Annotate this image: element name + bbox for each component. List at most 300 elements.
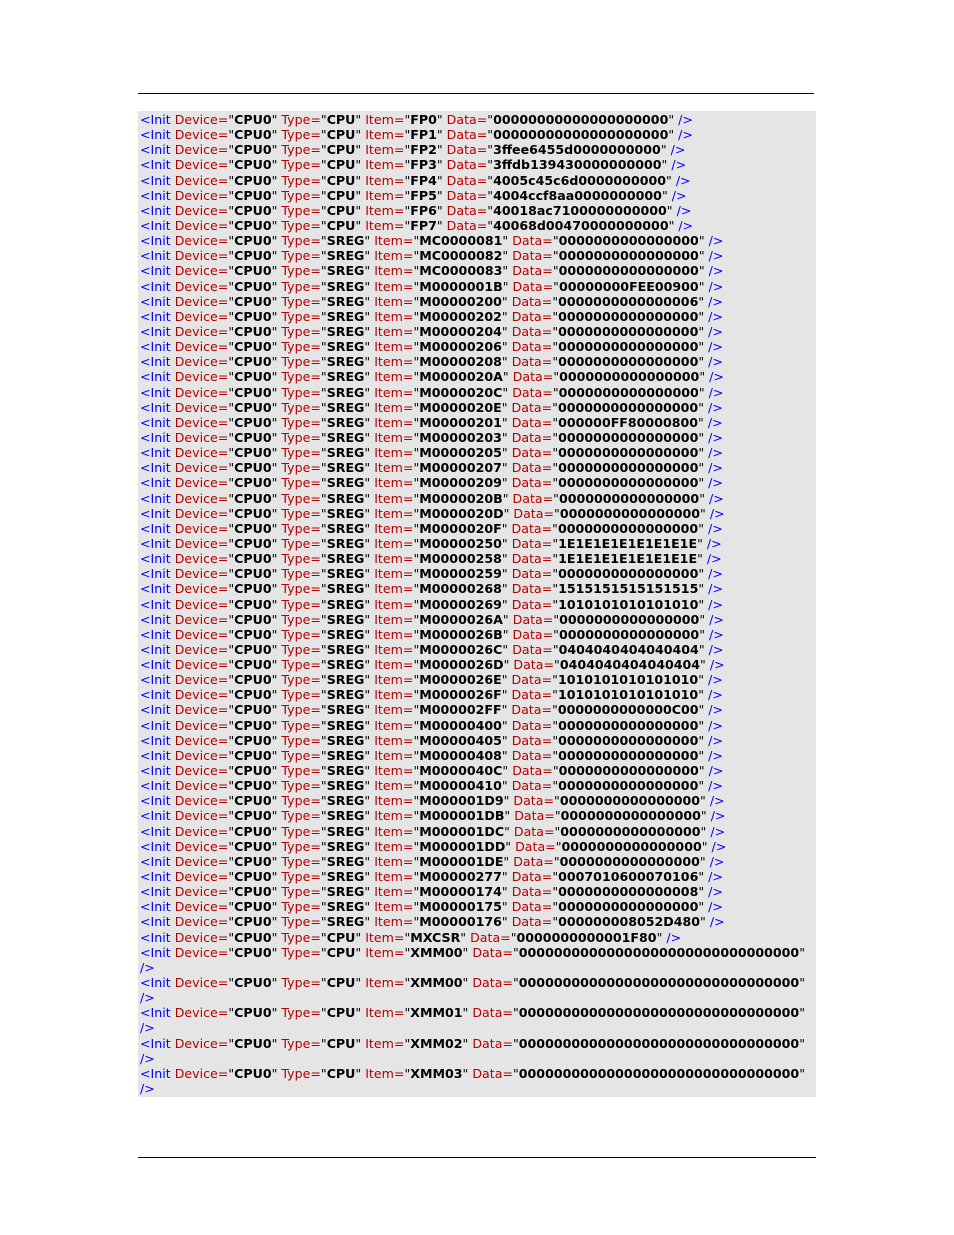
quote: "	[698, 399, 704, 415]
tag-open: <Init	[140, 278, 171, 294]
tag-close: />	[708, 460, 723, 476]
attr-device: Device=	[174, 339, 229, 355]
quote: "	[271, 853, 278, 869]
attr-type: Type=	[281, 429, 321, 445]
quote: "	[553, 278, 559, 294]
quote: "	[413, 793, 420, 809]
quote: "	[320, 339, 327, 355]
quote: "	[364, 838, 371, 854]
device-value: CPU0	[234, 929, 272, 945]
item-value: M0000040C	[419, 763, 503, 779]
quote: "	[320, 838, 327, 854]
attr-data: Data=	[512, 611, 554, 627]
quote: "	[228, 217, 235, 233]
quote: "	[355, 944, 362, 960]
init-line	[140, 233, 816, 248]
quote: "	[228, 869, 235, 885]
quote: "	[501, 732, 508, 748]
tag-close: />	[709, 657, 725, 673]
attr-item: Item=	[374, 687, 414, 703]
attr-type: Type=	[281, 505, 321, 521]
quote: "	[552, 535, 559, 551]
quote: "	[228, 672, 235, 688]
quote: "	[552, 596, 559, 612]
tag-open: <Init	[140, 702, 171, 718]
tag-open: <Init	[140, 914, 171, 930]
quote: "	[552, 445, 559, 461]
quote: "	[700, 823, 707, 839]
init-line	[140, 1036, 816, 1051]
data-value: 0000000000000000	[558, 717, 699, 733]
data-value: 1515151515151515	[558, 581, 699, 597]
quote: "	[271, 142, 278, 158]
attr-type: Type=	[281, 399, 321, 415]
quote: "	[552, 520, 558, 536]
attr-item: Item=	[374, 747, 414, 763]
attr-type: Type=	[281, 687, 321, 703]
type-value: CPU	[326, 157, 356, 173]
item-value: M000001DC	[419, 823, 505, 839]
quote: "	[271, 944, 278, 960]
device-value: CPU0	[234, 339, 272, 355]
init-line	[140, 884, 816, 899]
tag-open: <Init	[140, 142, 171, 158]
quote: "	[404, 944, 411, 960]
tag-close: />	[708, 596, 723, 612]
data-value: 0000000000000000	[558, 566, 699, 582]
tag-close: />	[708, 869, 723, 885]
attr-type: Type=	[281, 823, 321, 839]
quote: "	[552, 308, 559, 324]
quote: "	[228, 1065, 235, 1081]
attr-data: Data=	[446, 217, 488, 233]
init-line	[140, 702, 816, 717]
quote: "	[413, 914, 420, 930]
attr-item: Item=	[374, 914, 414, 930]
device-value: CPU0	[234, 838, 272, 854]
attr-data: Data=	[511, 429, 553, 445]
quote: "	[413, 899, 420, 915]
item-value: M00000269	[419, 596, 502, 612]
attr-device: Device=	[174, 460, 229, 476]
attr-data: Data=	[511, 308, 553, 324]
attr-item: Item=	[374, 899, 414, 915]
quote: "	[320, 823, 327, 839]
quote: "	[501, 308, 508, 324]
init-line	[140, 808, 816, 823]
quote: "	[553, 853, 560, 869]
attr-item: Item=	[374, 763, 414, 779]
quote: "	[666, 172, 672, 188]
init-line	[140, 506, 816, 521]
quote: "	[698, 263, 705, 279]
quote: "	[698, 308, 705, 324]
tag-open: <Init	[140, 399, 171, 415]
item-value: M00000206	[419, 339, 502, 355]
quote: "	[228, 248, 235, 264]
quote: "	[552, 263, 559, 279]
data-value: 0000000000000000	[558, 323, 699, 339]
device-value: CPU0	[234, 778, 272, 794]
attr-data: Data=	[511, 581, 553, 597]
attr-item: Item=	[365, 112, 405, 127]
tag-open: <Init	[140, 641, 171, 657]
device-value: CPU0	[234, 687, 272, 703]
quote: "	[228, 445, 235, 461]
quote: "	[698, 747, 705, 763]
device-value: CPU0	[234, 460, 272, 476]
item-value: M00000201	[419, 414, 502, 430]
attr-data: Data=	[511, 354, 553, 370]
attr-type: Type=	[281, 657, 321, 673]
quote: "	[364, 641, 371, 657]
data-value: 0000000000000000	[558, 354, 699, 370]
quote: "	[413, 369, 420, 385]
item-value: M00000174	[419, 884, 502, 900]
quote: "	[364, 414, 371, 430]
tag-close: />	[670, 142, 686, 158]
quote: "	[320, 778, 327, 794]
device-value: CPU0	[234, 747, 272, 763]
tag-open: <Init	[140, 127, 171, 143]
item-value: M000002FF	[419, 702, 502, 718]
quote: "	[271, 217, 278, 233]
type-value: SREG	[326, 611, 365, 627]
attr-data: Data=	[511, 687, 553, 703]
tag-close: />	[708, 248, 724, 264]
attr-item: Item=	[374, 596, 414, 612]
quote: "	[698, 323, 705, 339]
quote: "	[271, 899, 278, 915]
quote: "	[320, 369, 327, 385]
attr-data: Data=	[446, 127, 488, 143]
attr-data: Data=	[446, 142, 488, 158]
tag-open: <Init	[140, 460, 171, 476]
attr-data: Data=	[512, 384, 553, 400]
quote: "	[799, 944, 805, 960]
attr-type: Type=	[281, 975, 321, 991]
device-value: CPU0	[234, 581, 272, 597]
quote: "	[501, 687, 508, 703]
quote: "	[698, 233, 705, 249]
attr-item: Item=	[374, 445, 414, 461]
quote: "	[502, 626, 509, 642]
footer-rule	[138, 1157, 816, 1158]
attr-item: Item=	[374, 732, 414, 748]
quote: "	[413, 263, 420, 279]
quote: "	[228, 853, 235, 869]
quote: "	[228, 763, 235, 779]
quote: "	[487, 187, 494, 203]
attr-data: Data=	[512, 369, 554, 385]
quote: "	[501, 717, 508, 733]
quote: "	[320, 520, 327, 536]
item-value: MXCSR	[410, 929, 461, 945]
item-value: M000001DB	[419, 808, 505, 824]
quote: "	[271, 626, 278, 642]
quote: "	[355, 172, 362, 188]
quote: "	[552, 339, 559, 355]
attr-item: Item=	[374, 263, 414, 279]
quote: "	[320, 187, 327, 203]
attr-device: Device=	[174, 899, 229, 915]
attr-type: Type=	[281, 187, 321, 203]
device-value: CPU0	[234, 445, 272, 461]
attr-device: Device=	[174, 217, 229, 233]
init-line	[140, 854, 816, 869]
init-line	[140, 551, 816, 566]
attr-item: Item=	[374, 641, 414, 657]
data-value: 0000000000000000	[559, 611, 700, 627]
quote: "	[271, 202, 278, 218]
quote: "	[552, 914, 559, 930]
type-value: CPU	[326, 217, 356, 233]
quote: "	[228, 929, 235, 945]
quote: "	[271, 1005, 278, 1021]
attr-data: Data=	[511, 445, 553, 461]
data-value: 4005c45c6d0000000000	[493, 172, 666, 188]
attr-device: Device=	[174, 626, 229, 642]
quote: "	[660, 142, 667, 158]
quote: "	[668, 127, 675, 143]
quote: "	[271, 172, 278, 188]
attr-item: Item=	[374, 429, 414, 445]
quote: "	[501, 429, 508, 445]
attr-type: Type=	[281, 248, 321, 264]
attr-data: Data=	[446, 187, 488, 203]
quote: "	[364, 323, 371, 339]
tag-close: />	[706, 551, 722, 567]
attr-device: Device=	[174, 112, 229, 127]
quote: "	[552, 384, 559, 400]
quote: "	[698, 339, 705, 355]
quote: "	[271, 535, 278, 551]
quote: "	[364, 596, 371, 612]
type-value: SREG	[326, 641, 365, 657]
attr-data: Data=	[511, 535, 553, 551]
attr-data: Data=	[446, 202, 488, 218]
quote: "	[228, 838, 235, 854]
attr-device: Device=	[174, 596, 229, 612]
device-value: CPU0	[234, 520, 272, 536]
attr-item: Item=	[374, 399, 414, 415]
quote: "	[462, 1005, 469, 1021]
tag-open: <Init	[140, 490, 171, 506]
quote: "	[271, 520, 278, 536]
device-value: CPU0	[234, 823, 272, 839]
quote: "	[413, 823, 420, 839]
attr-type: Type=	[281, 793, 321, 809]
type-value: SREG	[326, 384, 365, 400]
type-value: CPU	[326, 944, 356, 960]
quote: "	[355, 142, 362, 158]
type-value: CPU	[326, 1065, 356, 1081]
quote: "	[501, 293, 508, 309]
tag-open: <Init	[140, 763, 171, 779]
quote: "	[404, 142, 411, 158]
init-line	[140, 899, 816, 914]
quote: "	[271, 490, 278, 506]
attr-type: Type=	[281, 323, 321, 339]
type-value: SREG	[326, 535, 365, 551]
quote: "	[554, 793, 560, 809]
quote: "	[413, 581, 420, 597]
quote: "	[364, 611, 371, 627]
tag-open: <Init	[140, 172, 171, 188]
device-value: CPU0	[234, 384, 272, 400]
quote: "	[228, 172, 235, 188]
init-line	[140, 369, 816, 384]
attr-item: Item=	[374, 581, 414, 597]
attr-type: Type=	[281, 763, 321, 779]
attr-data: Data=	[513, 823, 555, 839]
data-value: 40018ac7100000000000	[493, 202, 667, 218]
attr-device: Device=	[174, 611, 229, 627]
quote: "	[320, 611, 327, 627]
quote: "	[320, 354, 327, 370]
quote: "	[501, 702, 508, 718]
quote: "	[552, 778, 559, 794]
quote: "	[364, 248, 371, 264]
attr-item: Item=	[365, 157, 405, 173]
init-line	[140, 309, 816, 324]
tag-close: />	[708, 278, 724, 294]
type-value: SREG	[326, 233, 365, 249]
quote: "	[413, 475, 420, 491]
quote: "	[228, 475, 235, 491]
tag-close: />	[708, 308, 723, 324]
quote: "	[320, 1005, 327, 1021]
tag-open: <Init	[140, 1035, 171, 1051]
attr-data: Data=	[472, 1065, 513, 1081]
quote: "	[364, 793, 371, 809]
quote: "	[364, 384, 371, 400]
attr-item: Item=	[374, 657, 414, 673]
data-value: 00000000000000000000000000000000	[518, 1065, 800, 1081]
type-value: SREG	[326, 369, 365, 385]
quote: "	[698, 354, 705, 370]
quote: "	[404, 1065, 411, 1081]
attr-item: Item=	[374, 490, 414, 506]
data-value: 000000008052D480	[558, 914, 701, 930]
device-value: CPU0	[234, 657, 272, 673]
quote: "	[501, 414, 508, 430]
init-line	[140, 415, 816, 430]
data-value: 0000000000000000	[559, 369, 700, 385]
attr-type: Type=	[281, 384, 321, 400]
quote: "	[698, 641, 705, 657]
attr-item: Item=	[365, 202, 405, 218]
attr-data: Data=	[513, 505, 555, 521]
device-value: CPU0	[234, 551, 272, 567]
quote: "	[271, 672, 278, 688]
init-line	[140, 581, 816, 596]
quote: "	[364, 551, 371, 567]
quote: "	[504, 808, 511, 824]
item-value: FP2	[410, 142, 437, 158]
type-value: SREG	[326, 884, 365, 900]
item-value: XMM03	[410, 1065, 463, 1081]
attr-type: Type=	[281, 626, 321, 642]
item-value: MC0000083	[419, 263, 503, 279]
attr-data: Data=	[515, 838, 556, 854]
init-line	[140, 491, 816, 506]
device-value: CPU0	[234, 566, 272, 582]
tag-close: />	[708, 445, 723, 461]
attr-device: Device=	[174, 157, 229, 173]
type-value: SREG	[326, 581, 365, 597]
quote: "	[661, 157, 668, 173]
attr-data: Data=	[511, 717, 553, 733]
device-value: CPU0	[234, 672, 272, 688]
item-value: M00000205	[419, 445, 502, 461]
item-value: M00000405	[419, 732, 502, 748]
quote: "	[271, 763, 278, 779]
attr-type: Type=	[281, 1065, 321, 1081]
quote: "	[271, 869, 278, 885]
quote: "	[413, 384, 420, 400]
data-value: 0000000000000000	[558, 626, 700, 642]
attr-data: Data=	[511, 414, 553, 430]
init-line	[140, 748, 816, 763]
quote: "	[502, 369, 509, 385]
attr-type: Type=	[281, 747, 321, 763]
attr-item: Item=	[365, 975, 405, 991]
quote: "	[487, 217, 494, 233]
quote: "	[271, 233, 278, 249]
attr-type: Type=	[281, 142, 321, 158]
quote: "	[271, 884, 278, 900]
type-value: SREG	[326, 732, 365, 748]
quote: "	[228, 914, 235, 930]
quote: "	[698, 763, 705, 779]
device-value: CPU0	[234, 596, 272, 612]
quote: "	[698, 384, 705, 400]
attr-type: Type=	[281, 596, 321, 612]
attr-type: Type=	[281, 808, 321, 824]
quote: "	[355, 217, 362, 233]
tag-open: <Init	[140, 975, 171, 991]
quote: "	[553, 626, 559, 642]
type-value: SREG	[326, 339, 365, 355]
type-value: SREG	[326, 657, 365, 673]
quote: "	[698, 581, 705, 597]
quote: "	[364, 747, 371, 763]
device-value: CPU0	[234, 278, 272, 294]
quote: "	[228, 611, 235, 627]
init-line	[140, 430, 816, 445]
quote: "	[501, 339, 508, 355]
item-value: M00000250	[419, 535, 502, 551]
quote: "	[552, 566, 559, 582]
tag-close: />	[708, 747, 723, 763]
quote: "	[698, 596, 705, 612]
attr-type: Type=	[281, 233, 321, 249]
item-value: M00000408	[419, 747, 502, 763]
quote: "	[320, 460, 327, 476]
quote: "	[501, 445, 508, 461]
data-value: 40068d00470000000000	[493, 217, 669, 233]
device-value: CPU0	[234, 535, 272, 551]
quote: "	[364, 808, 371, 824]
attr-device: Device=	[174, 702, 229, 718]
attr-item: Item=	[374, 354, 414, 370]
tag-close: />	[708, 233, 724, 249]
quote: "	[502, 278, 509, 294]
quote: "	[271, 399, 278, 415]
quote: "	[364, 520, 371, 536]
type-value: SREG	[326, 869, 365, 885]
